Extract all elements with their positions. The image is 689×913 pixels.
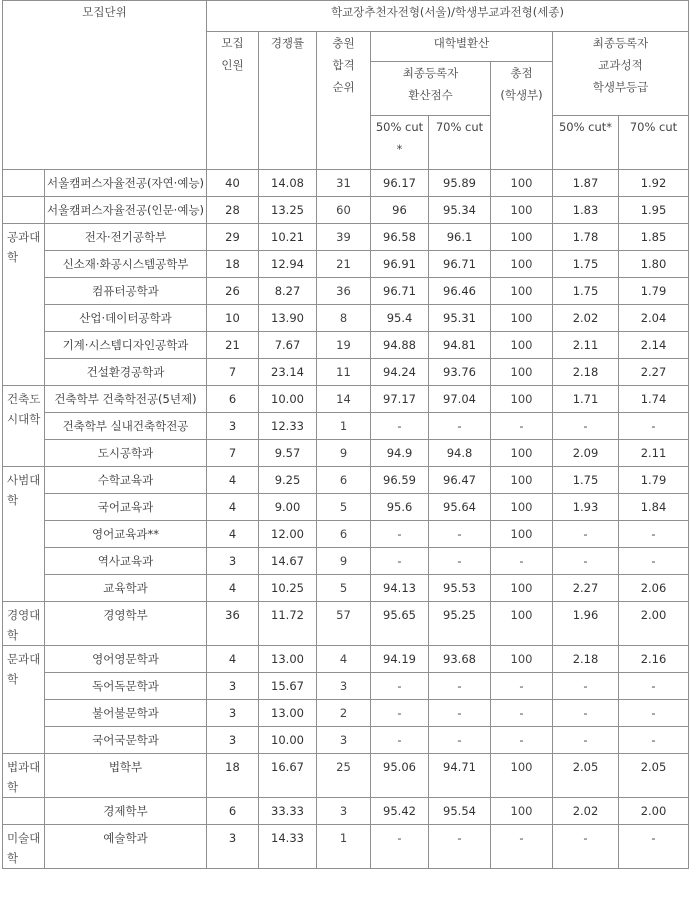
- rank-value: 6: [317, 521, 371, 548]
- grade-cut50-value: 1.75: [553, 467, 619, 494]
- department-name: 경제학부: [45, 798, 207, 825]
- table-row: [3, 305, 689, 332]
- grade-cut70-value: 1.95: [619, 197, 689, 224]
- grade-cut50-value: 1.83: [553, 197, 619, 224]
- track-header: 학교장추천자전형(서울)/학생부교과전형(세종): [207, 1, 689, 32]
- quota-value: 7: [207, 359, 259, 386]
- table-row: [3, 440, 689, 467]
- score-cut70-value: 95.25: [429, 602, 491, 646]
- rank-value: 9: [317, 440, 371, 467]
- quota-value: 4: [207, 494, 259, 521]
- quota-value: 21: [207, 332, 259, 359]
- grade-cut50-value: 1.87: [553, 170, 619, 197]
- competition-value: 10.00: [259, 386, 317, 413]
- total-value: 100: [491, 332, 553, 359]
- total-value: 100: [491, 224, 553, 251]
- supp-line2: 합격: [332, 58, 355, 72]
- supp-line1: 충원: [332, 36, 355, 50]
- competition-value: 9.57: [259, 440, 317, 467]
- department-name: 기계·시스템디자인공학과: [45, 332, 207, 359]
- supplementary-rank-header: [317, 32, 371, 170]
- college-cell-empty: [3, 798, 45, 825]
- department-name: 영어교육과**: [45, 521, 207, 548]
- rank-value: 9: [317, 548, 371, 575]
- unit-header: 모집단위: [3, 1, 207, 170]
- grade-cut50-value: 1.71: [553, 386, 619, 413]
- score-cut50-value: 95.4: [371, 305, 429, 332]
- final-score-line1: 최종등록자: [402, 66, 459, 80]
- quota-value: 6: [207, 386, 259, 413]
- college-business: 경영대학: [3, 602, 45, 646]
- score-cut70-value: -: [429, 413, 491, 440]
- score-cut50-value: -: [371, 700, 429, 727]
- grade-cut70-value: 2.00: [619, 798, 689, 825]
- grade-cut70-value: 1.79: [619, 467, 689, 494]
- grade-cut70-value: 2.00: [619, 602, 689, 646]
- score-cut50-value: 96.17: [371, 170, 429, 197]
- quota-value: 29: [207, 224, 259, 251]
- grade-cut70-value: 2.05: [619, 754, 689, 798]
- score-cut70-value: 97.04: [429, 386, 491, 413]
- grade-cut70-value: 1.79: [619, 278, 689, 305]
- total-value: 100: [491, 754, 553, 798]
- competition-value: 16.67: [259, 754, 317, 798]
- quota-header-line2: 인원: [221, 58, 244, 72]
- quota-value: 26: [207, 278, 259, 305]
- score-cut50-value: 96: [371, 197, 429, 224]
- rank-value: 8: [317, 305, 371, 332]
- score-cut70-value: -: [429, 700, 491, 727]
- admissions-results-table: [2, 0, 689, 869]
- quota-value: 3: [207, 413, 259, 440]
- score-cut70-value: 95.31: [429, 305, 491, 332]
- table-row: [3, 825, 689, 869]
- quota-value: 4: [207, 521, 259, 548]
- rank-value: 25: [317, 754, 371, 798]
- quota-value: 36: [207, 602, 259, 646]
- quota-value: 4: [207, 575, 259, 602]
- table-row: [3, 332, 689, 359]
- department-name: 불어불문학과: [45, 700, 207, 727]
- quota-value: 18: [207, 251, 259, 278]
- score-cut70-value: -: [429, 521, 491, 548]
- score-cut70-value: -: [429, 673, 491, 700]
- score-cut70-value: 95.53: [429, 575, 491, 602]
- competition-value: 9.25: [259, 467, 317, 494]
- table-row: [3, 673, 689, 700]
- grade-cut50-value: 1.75: [553, 251, 619, 278]
- rank-value: 14: [317, 386, 371, 413]
- grade-cut50-value: 2.02: [553, 305, 619, 332]
- department-name: 건축학부 실내건축학전공: [45, 413, 207, 440]
- table-row: [3, 359, 689, 386]
- competition-value: 12.33: [259, 413, 317, 440]
- grade-cut50-value: -: [553, 548, 619, 575]
- score-cut50-value: 94.9: [371, 440, 429, 467]
- grade-cut70-value: 1.84: [619, 494, 689, 521]
- table-row: [3, 278, 689, 305]
- total-value: 100: [491, 494, 553, 521]
- grade-cut70-value: 1.85: [619, 224, 689, 251]
- score-cut70-value: 95.54: [429, 798, 491, 825]
- quota-value: 4: [207, 646, 259, 673]
- score-cut70-value: 95.89: [429, 170, 491, 197]
- competition-value: 13.00: [259, 646, 317, 673]
- score-cut50-value: -: [371, 673, 429, 700]
- score-cut50-value: -: [371, 548, 429, 575]
- rank-value: 1: [317, 413, 371, 440]
- quota-value: 28: [207, 197, 259, 224]
- grade-cut50-value: 2.05: [553, 754, 619, 798]
- rank-value: 21: [317, 251, 371, 278]
- grade-cut50-value: 2.11: [553, 332, 619, 359]
- department-name: 교육학과: [45, 575, 207, 602]
- table-row: [3, 548, 689, 575]
- quota-value: 7: [207, 440, 259, 467]
- competition-value: 12.94: [259, 251, 317, 278]
- score-cut50-value: 95.6: [371, 494, 429, 521]
- score-cut50-value: 96.58: [371, 224, 429, 251]
- grade-cut50-value: 2.02: [553, 798, 619, 825]
- department-name: 서울캠퍼스자율전공(자연·예능): [45, 170, 207, 197]
- grade-cut50-value: 2.18: [553, 359, 619, 386]
- table-row: [3, 602, 689, 646]
- total-value: -: [491, 548, 553, 575]
- competition-value: 10.00: [259, 727, 317, 754]
- rank-value: 4: [317, 646, 371, 673]
- college-arts: 미술대학: [3, 825, 45, 869]
- grade-cut50-value: 1.75: [553, 278, 619, 305]
- competition-value: 10.21: [259, 224, 317, 251]
- score-cut50-value: -: [371, 825, 429, 869]
- grade-cut70-value: -: [619, 413, 689, 440]
- competition-value: 23.14: [259, 359, 317, 386]
- college-cell-empty: [3, 197, 45, 224]
- department-name: 법학부: [45, 754, 207, 798]
- grade-cut70-value: 1.74: [619, 386, 689, 413]
- grade-cut70-value: -: [619, 700, 689, 727]
- grade-cut70-value: -: [619, 825, 689, 869]
- total-value: -: [491, 727, 553, 754]
- table-row: [3, 700, 689, 727]
- rank-value: 3: [317, 798, 371, 825]
- score-cut50-value: 95.65: [371, 602, 429, 646]
- score-cut50-header: 50% cut*: [371, 116, 429, 170]
- score-cut50-value: 96.59: [371, 467, 429, 494]
- quota-value: 4: [207, 467, 259, 494]
- rank-value: 11: [317, 359, 371, 386]
- score-cut70-value: -: [429, 727, 491, 754]
- supp-line3: 순위: [332, 80, 355, 94]
- score-cut50-value: -: [371, 521, 429, 548]
- total-value: 100: [491, 646, 553, 673]
- score-cut70-value: 93.76: [429, 359, 491, 386]
- grade-cut70-value: -: [619, 521, 689, 548]
- department-name: 서울캠퍼스자율전공(인문·예능): [45, 197, 207, 224]
- final-grade-header: [553, 32, 689, 116]
- department-name: 전자·전기공학부: [45, 224, 207, 251]
- department-name: 경영학부: [45, 602, 207, 646]
- total-value: 100: [491, 305, 553, 332]
- total-value: 100: [491, 575, 553, 602]
- competition-value: 14.08: [259, 170, 317, 197]
- college-humanities: 문과대학: [3, 646, 45, 754]
- college-engineering: 공과대학: [3, 224, 45, 386]
- rank-value: 5: [317, 575, 371, 602]
- grade-cut50-value: 2.27: [553, 575, 619, 602]
- department-name: 도시공학과: [45, 440, 207, 467]
- table-row: [3, 413, 689, 440]
- total-value: 100: [491, 798, 553, 825]
- grade-cut70-value: 2.27: [619, 359, 689, 386]
- total-value: -: [491, 825, 553, 869]
- total-line1: 총점: [510, 66, 533, 80]
- department-name: 역사교육과: [45, 548, 207, 575]
- competition-value: 7.67: [259, 332, 317, 359]
- total-value: 100: [491, 467, 553, 494]
- table-body: [3, 170, 689, 869]
- total-value: 100: [491, 197, 553, 224]
- rank-value: 39: [317, 224, 371, 251]
- grade-cut70-value: -: [619, 548, 689, 575]
- total-value: 100: [491, 278, 553, 305]
- quota-value: 3: [207, 700, 259, 727]
- score-cut70-value: 94.71: [429, 754, 491, 798]
- competition-value: 10.25: [259, 575, 317, 602]
- department-name: 신소재·화공시스템공학부: [45, 251, 207, 278]
- score-cut50-value: 94.13: [371, 575, 429, 602]
- table-row: [3, 521, 689, 548]
- quota-value: 6: [207, 798, 259, 825]
- table-row: [3, 251, 689, 278]
- grade-cut70-value: 1.80: [619, 251, 689, 278]
- table-row: [3, 798, 689, 825]
- total-value: 100: [491, 359, 553, 386]
- total-value: -: [491, 700, 553, 727]
- score-cut70-header: 70% cut: [429, 116, 491, 170]
- competition-value: 13.00: [259, 700, 317, 727]
- table-row: [3, 727, 689, 754]
- rank-value: 2: [317, 700, 371, 727]
- competition-value: 9.00: [259, 494, 317, 521]
- total-value: 100: [491, 521, 553, 548]
- total-score-header: [491, 62, 553, 170]
- score-cut70-value: 95.64: [429, 494, 491, 521]
- college-architecture: 건축도시대학: [3, 386, 45, 467]
- grade-cut50-value: 1.78: [553, 224, 619, 251]
- score-cut70-value: 94.8: [429, 440, 491, 467]
- grade-cut70-header: 70% cut: [619, 116, 689, 170]
- department-name: 국어교육과: [45, 494, 207, 521]
- grade-cut50-value: -: [553, 727, 619, 754]
- competition-value: 8.27: [259, 278, 317, 305]
- grade-cut70-value: 2.16: [619, 646, 689, 673]
- department-name: 수학교육과: [45, 467, 207, 494]
- score-cut70-value: 95.34: [429, 197, 491, 224]
- score-cut50-value: 96.91: [371, 251, 429, 278]
- score-cut50-value: 94.24: [371, 359, 429, 386]
- grade-cut50-value: 1.93: [553, 494, 619, 521]
- grade-line3: 학생부등급: [592, 80, 649, 94]
- total-value: 100: [491, 440, 553, 467]
- table-header: [3, 1, 689, 170]
- table-row: [3, 467, 689, 494]
- quota-header: [207, 32, 259, 170]
- grade-cut50-value: -: [553, 673, 619, 700]
- rank-value: 1: [317, 825, 371, 869]
- total-value: -: [491, 673, 553, 700]
- table-row: [3, 575, 689, 602]
- score-cut50-value: 94.19: [371, 646, 429, 673]
- competition-value: 33.33: [259, 798, 317, 825]
- rank-value: 31: [317, 170, 371, 197]
- rank-value: 60: [317, 197, 371, 224]
- score-cut70-value: 96.71: [429, 251, 491, 278]
- table-row: [3, 224, 689, 251]
- grade-cut70-value: 2.06: [619, 575, 689, 602]
- grade-cut50-value: -: [553, 521, 619, 548]
- score-cut70-value: 96.46: [429, 278, 491, 305]
- quota-value: 18: [207, 754, 259, 798]
- university-conversion-header: 대학별환산: [371, 32, 553, 62]
- score-cut70-value: 93.68: [429, 646, 491, 673]
- grade-cut70-value: 2.14: [619, 332, 689, 359]
- score-cut70-value: 96.1: [429, 224, 491, 251]
- competition-value: 14.33: [259, 825, 317, 869]
- grade-cut50-header: 50% cut*: [553, 116, 619, 170]
- grade-cut50-value: -: [553, 825, 619, 869]
- score-cut70-value: 94.81: [429, 332, 491, 359]
- department-name: 건설환경공학과: [45, 359, 207, 386]
- grade-cut70-value: -: [619, 727, 689, 754]
- rank-value: 36: [317, 278, 371, 305]
- department-name: 영어영문학과: [45, 646, 207, 673]
- grade-cut50-value: 1.96: [553, 602, 619, 646]
- score-cut70-value: -: [429, 548, 491, 575]
- grade-line2: 교과성적: [598, 58, 643, 72]
- quota-value: 3: [207, 727, 259, 754]
- total-value: -: [491, 413, 553, 440]
- quota-value: 40: [207, 170, 259, 197]
- department-name: 국어국문학과: [45, 727, 207, 754]
- table-row: [3, 494, 689, 521]
- quota-value: 10: [207, 305, 259, 332]
- grade-line1: 최종등록자: [592, 36, 649, 50]
- competition-value: 11.72: [259, 602, 317, 646]
- quota-value: 3: [207, 548, 259, 575]
- score-cut50-value: 95.06: [371, 754, 429, 798]
- competition-value: 13.25: [259, 197, 317, 224]
- rank-value: 19: [317, 332, 371, 359]
- grade-cut50-value: 2.18: [553, 646, 619, 673]
- quota-header-line1: 모집: [221, 36, 244, 50]
- department-name: 예술학과: [45, 825, 207, 869]
- college-education: 사범대학: [3, 467, 45, 602]
- college-law: 법과대학: [3, 754, 45, 798]
- rank-value: 3: [317, 727, 371, 754]
- grade-cut70-value: -: [619, 673, 689, 700]
- table-row: [3, 646, 689, 673]
- grade-cut50-value: 2.09: [553, 440, 619, 467]
- department-name: 건축학부 건축학전공(5년제): [45, 386, 207, 413]
- rank-value: 57: [317, 602, 371, 646]
- competition-value: 13.90: [259, 305, 317, 332]
- competition-value: 12.00: [259, 521, 317, 548]
- rank-value: 3: [317, 673, 371, 700]
- grade-cut70-value: 1.92: [619, 170, 689, 197]
- score-cut50-value: -: [371, 413, 429, 440]
- total-value: 100: [491, 170, 553, 197]
- rank-value: 5: [317, 494, 371, 521]
- score-cut50-value: -: [371, 727, 429, 754]
- rank-value: 6: [317, 467, 371, 494]
- department-name: 산업·데이터공학과: [45, 305, 207, 332]
- department-name: 독어독문학과: [45, 673, 207, 700]
- grade-cut70-value: 2.11: [619, 440, 689, 467]
- table-row: [3, 754, 689, 798]
- grade-cut50-value: -: [553, 413, 619, 440]
- grade-cut50-value: -: [553, 700, 619, 727]
- quota-value: 3: [207, 673, 259, 700]
- grade-cut70-value: 2.04: [619, 305, 689, 332]
- total-value: 100: [491, 602, 553, 646]
- final-score-header: [371, 62, 491, 116]
- total-value: 100: [491, 386, 553, 413]
- competition-value: 14.67: [259, 548, 317, 575]
- college-cell-empty: [3, 170, 45, 197]
- score-cut50-value: 97.17: [371, 386, 429, 413]
- table-row: [3, 386, 689, 413]
- quota-value: 3: [207, 825, 259, 869]
- score-cut70-value: -: [429, 825, 491, 869]
- department-name: 컴퓨터공학과: [45, 278, 207, 305]
- score-cut50-value: 94.88: [371, 332, 429, 359]
- total-value: 100: [491, 251, 553, 278]
- score-cut50-value: 95.42: [371, 798, 429, 825]
- total-line2: (학생부): [500, 88, 543, 102]
- competition-header: 경쟁률: [259, 32, 317, 170]
- final-score-line2: 환산점수: [408, 88, 453, 102]
- table-row: [3, 197, 689, 224]
- table-row: [3, 170, 689, 197]
- score-cut50-value: 96.71: [371, 278, 429, 305]
- score-cut70-value: 96.47: [429, 467, 491, 494]
- competition-value: 15.67: [259, 673, 317, 700]
